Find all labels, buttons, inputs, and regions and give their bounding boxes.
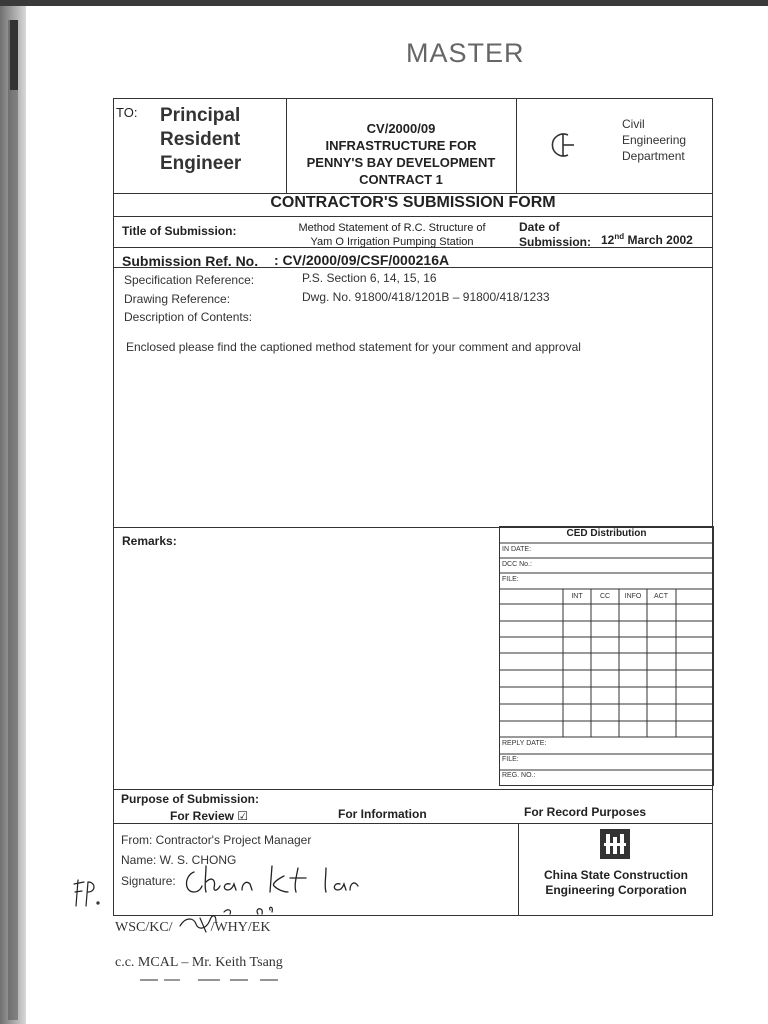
to-label: TO: xyxy=(116,105,138,120)
spec-reference-label: Specification Reference: xyxy=(124,273,255,287)
department-name: Civil Engineering Department xyxy=(622,117,687,163)
col-act: ACT xyxy=(654,593,668,600)
drawing-reference-value: Dwg. No. 91800/418/1201B – 91800/418/1233 xyxy=(302,290,550,304)
recipient-name: Principal Resident Engineer xyxy=(160,105,242,174)
initials-scribble xyxy=(176,904,286,936)
reply-date-field: REPLY DATE: xyxy=(502,740,547,747)
handwritten-margin-mark xyxy=(72,876,102,910)
initials-line: WSC/KC/ /WHY/EK xyxy=(115,920,271,935)
contractor-company: China State Construction Engineering Corporation xyxy=(543,868,688,897)
ced-distribution-title: CED Distribution xyxy=(566,528,647,539)
in-date-field: IN DATE: xyxy=(502,546,532,553)
drawing-reference-label: Drawing Reference: xyxy=(124,292,231,306)
handwritten-signature xyxy=(180,858,360,898)
remarks-label: Remarks: xyxy=(122,534,177,548)
title-of-submission-value: Method Statement of R.C. Structure of Yam O Irrigation Pumping Station xyxy=(298,222,486,248)
col-info: INFO xyxy=(624,593,642,600)
spec-reference-value: P.S. Section 6, 14, 15, 16 xyxy=(302,271,437,285)
cut-off-text xyxy=(140,976,290,982)
cc-line: c.c. MCAL – Mr. Keith Tsang xyxy=(115,955,283,970)
dcc-no-field: DCC No.: xyxy=(502,561,532,568)
col-cc: CC xyxy=(599,593,611,600)
contract-title: CV/2000/09 INFRASTRUCTURE FOR PENNY'S BAY DEVELOPMENT CONTRACT 1 xyxy=(306,121,496,187)
date-of-submission-label: Date of Submission: xyxy=(519,220,592,249)
master-stamp: MASTER xyxy=(406,38,525,68)
submission-ref-label: Submission Ref. No. xyxy=(122,253,259,269)
description-label: Description of Contents: xyxy=(124,310,253,324)
reply-file-field: FILE: xyxy=(502,756,519,763)
title-of-submission-label: Title of Submission: xyxy=(122,224,237,238)
purpose-record-option[interactable]: For Record Purposes xyxy=(524,805,647,819)
from-line: From: Contractor's Project Manager xyxy=(121,833,312,847)
scan-edge-top xyxy=(0,0,768,6)
col-int: INT xyxy=(571,593,583,600)
scan-edge-dark xyxy=(10,20,18,90)
purpose-information-option[interactable]: For Information xyxy=(338,807,427,821)
cscec-logo-icon xyxy=(600,829,630,859)
submission-ref-value: : CV/2000/09/CSF/000216A xyxy=(274,252,450,268)
purpose-review-option[interactable]: For Review ☑ xyxy=(170,809,249,823)
scan-edge xyxy=(8,20,18,1020)
ced-logo-icon xyxy=(548,130,578,160)
signature-label: Signature: xyxy=(121,874,176,888)
purpose-label: Purpose of Submission: xyxy=(121,792,260,806)
form-title: CONTRACTOR'S SUBMISSION FORM xyxy=(270,194,556,211)
date-of-submission-value: 12nd March 2002 xyxy=(601,232,693,247)
name-line: Name: W. S. CHONG xyxy=(121,853,237,867)
reg-no-field: REG. NO.: xyxy=(502,772,536,779)
file-field: FILE: xyxy=(502,576,519,583)
description-text: Enclosed please find the captioned method statement for your comment and approval xyxy=(126,340,581,354)
